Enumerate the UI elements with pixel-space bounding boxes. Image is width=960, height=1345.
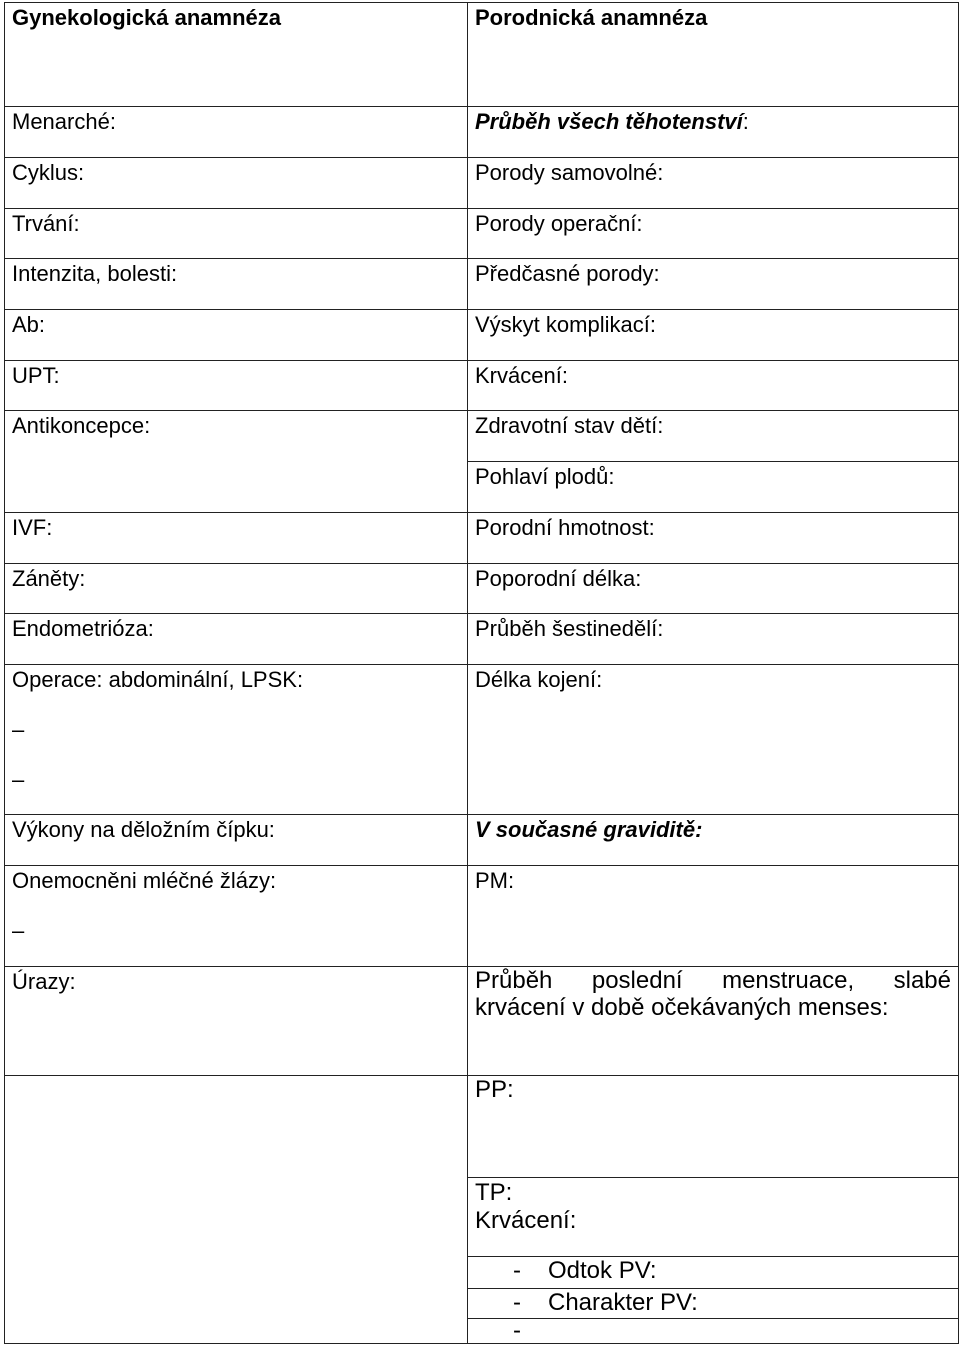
bleeding-detail-line xyxy=(475,1289,959,1316)
pregnancies-course-line xyxy=(475,109,959,134)
menarche-label: Menarché: xyxy=(12,109,116,134)
breast-disease-label: Onemocněni mléčné žlázy: xyxy=(12,868,277,893)
injuries-cell xyxy=(4,966,467,1075)
bleeding-detail-line xyxy=(475,1319,959,1343)
injuries-label: Úrazy: xyxy=(12,969,76,994)
complications-label: Výskyt komplikací: xyxy=(475,312,656,337)
last-menstruation-label-line-2: krvácení v době očekávaných menses: xyxy=(475,994,889,1021)
birth-length-cell xyxy=(467,563,959,613)
intensity-pain-label: Intenzita, bolesti: xyxy=(12,261,178,286)
pp-cell xyxy=(467,1075,959,1177)
obst-section-title: Porodnická anamnéza xyxy=(475,5,708,30)
puerperium-course-cell xyxy=(467,613,959,664)
ivf-cell xyxy=(4,512,467,563)
surgery-entry: – xyxy=(12,767,25,792)
inflammations-label: Záněty: xyxy=(12,566,86,591)
current-bleeding-label: Krvácení: xyxy=(475,1207,577,1234)
puerperium-course-label: Průběh šestinedělí: xyxy=(475,616,664,641)
duration-cell xyxy=(4,208,467,258)
children-health-cell xyxy=(467,410,959,461)
cervix-procedures-label: Výkony na děložním čípku: xyxy=(12,817,275,842)
breast-disease-cell xyxy=(4,865,467,966)
bleeding-detail-row xyxy=(467,1288,959,1318)
pm-cell xyxy=(467,865,959,966)
birth-weight-cell xyxy=(467,512,959,563)
blank-cell xyxy=(4,1075,467,1343)
breastfeeding-length-cell xyxy=(467,664,959,814)
cycle-label: Cyklus: xyxy=(12,160,85,185)
bleeding-detail-row xyxy=(467,1318,959,1343)
endometriosis-label: Endometrióza: xyxy=(12,616,154,641)
surgery-entry: – xyxy=(12,717,25,742)
gyn-header-cell xyxy=(4,2,467,106)
upt-cell xyxy=(4,360,467,410)
pregnancies-course-cell xyxy=(467,106,959,157)
ab-cell xyxy=(4,309,467,360)
upt-label: UPT: xyxy=(12,363,60,388)
obst-header-cell xyxy=(467,2,959,106)
pregnancies-course-colon: : xyxy=(742,109,749,134)
bleeding-detail-line xyxy=(475,1257,959,1284)
tp-label: TP: xyxy=(475,1179,513,1206)
bleeding-detail-row xyxy=(467,1256,959,1288)
bullet-dash: - xyxy=(513,1257,521,1284)
spontaneous-births-cell xyxy=(467,157,959,208)
birth-length-label: Poporodní délka: xyxy=(475,566,642,591)
operative-births-label: Porody operační: xyxy=(475,211,643,236)
operative-births-cell xyxy=(467,208,959,258)
bleeding-cell xyxy=(467,360,959,410)
gyn-section-title: Gynekologická anamnéza xyxy=(12,5,281,30)
ab-label: Ab: xyxy=(12,312,46,337)
fetus-sex-cell xyxy=(467,461,959,512)
tp-cell xyxy=(467,1177,959,1256)
surgery-cell xyxy=(4,664,467,814)
breast-disease-entry: – xyxy=(12,918,25,943)
premature-births-label: Předčasné porody: xyxy=(475,261,660,286)
bleeding-label: Krvácení: xyxy=(475,363,568,388)
ivf-label: IVF: xyxy=(12,515,53,540)
children-health-label: Zdravotní stav dětí: xyxy=(475,413,664,438)
discharge-character-label: Charakter PV: xyxy=(548,1289,698,1316)
cycle-cell xyxy=(4,157,467,208)
current-pregnancy-title: V současné graviditě: xyxy=(475,817,703,842)
pregnancies-course-label: Průběh všech těhotenství xyxy=(475,109,743,134)
premature-births-cell xyxy=(467,258,959,309)
pp-label: PP: xyxy=(475,1076,514,1103)
endometriosis-cell xyxy=(4,613,467,664)
current-pregnancy-header-cell xyxy=(467,814,959,865)
birth-weight-label: Porodní hmotnost: xyxy=(475,515,655,540)
contraception-label: Antikoncepce: xyxy=(12,413,151,438)
contraception-cell xyxy=(4,410,467,512)
last-menstruation-label-line-1: Průběh poslední menstruace, slabé xyxy=(475,967,951,994)
bullet-dash: - xyxy=(513,1317,521,1344)
amniotic-leak-label: Odtok PV: xyxy=(548,1257,657,1284)
inflammations-cell xyxy=(4,563,467,613)
cervix-procedures-cell xyxy=(4,814,467,865)
intensity-pain-cell xyxy=(4,258,467,309)
pm-label: PM: xyxy=(475,868,515,893)
surgery-label: Operace: abdominální, LPSK: xyxy=(12,667,304,692)
duration-label: Trvání: xyxy=(12,211,80,236)
complications-cell xyxy=(467,309,959,360)
spontaneous-births-label: Porody samovolné: xyxy=(475,160,664,185)
last-menstruation-cell xyxy=(467,966,959,1075)
breastfeeding-length-label: Délka kojení: xyxy=(475,667,603,692)
menarche-cell xyxy=(4,106,467,157)
fetus-sex-label: Pohlaví plodů: xyxy=(475,464,615,489)
bullet-dash: - xyxy=(513,1289,521,1316)
